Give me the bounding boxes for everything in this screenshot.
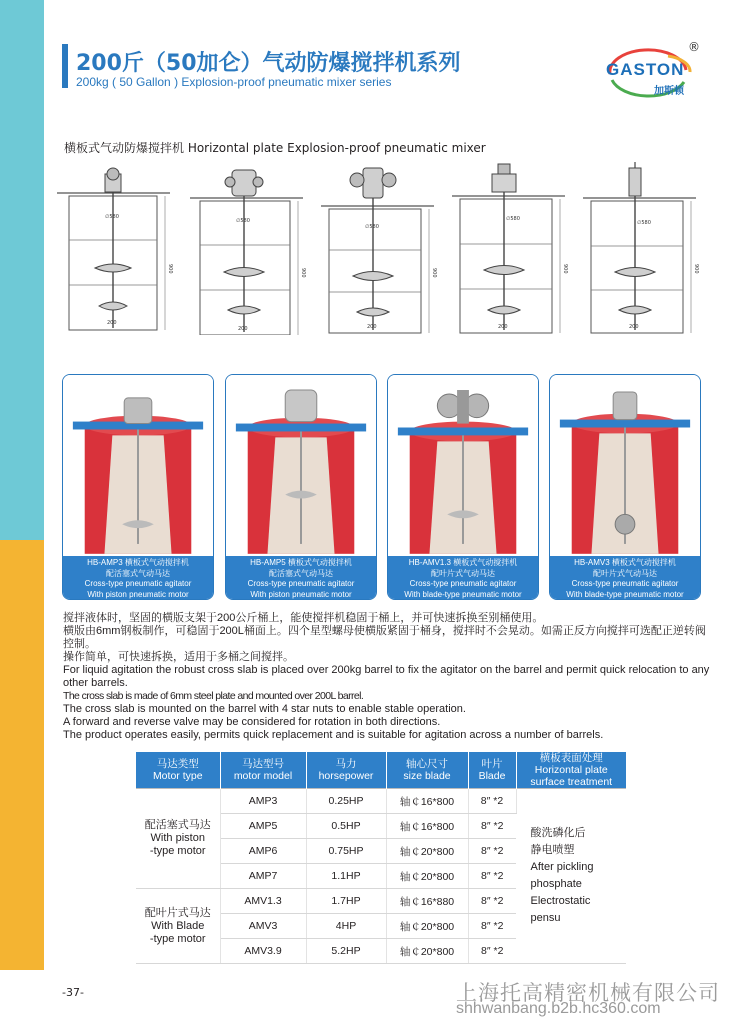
- drawing-amp5: [188, 160, 313, 335]
- cell-shaft: 轴￠20*800: [386, 914, 468, 939]
- cell-horsepower: 0.75HP: [306, 839, 386, 864]
- drawing-base-label: 200: [498, 324, 508, 330]
- drawing-diameter-label: ∅580: [637, 220, 651, 226]
- header-motor-model: 马达型号 motor model: [220, 752, 306, 789]
- header-motor-type: 马达类型 Motor type: [136, 752, 220, 789]
- cell-blade: 8″ *2: [468, 939, 516, 964]
- product-photo: [226, 375, 376, 555]
- drawing-height-label: 900: [300, 268, 306, 278]
- cell-horsepower: 1.1HP: [306, 864, 386, 889]
- cell-blade: 8″ *2: [468, 914, 516, 939]
- cell-shaft: 轴￠16*800: [386, 814, 468, 839]
- description-en-5: The product operates easily, permits quick replacement and is suitable for agitation across a number of barrels.: [63, 729, 604, 741]
- table-row: [136, 789, 626, 814]
- product-card-caption: HB-AMP5 横板式气动搅拌机 配活塞式气动马达 Cross-type pneumatic agitator With piston pneumatic motor: [226, 556, 376, 600]
- cell-shaft: 轴￠20*800: [386, 864, 468, 889]
- description-zh-1: 搅拌液体时，坚固的横版支架于200公斤桶上，能使搅拌机稳固于桶上，并可快速拆换至别桶使用。: [63, 612, 544, 624]
- cell-model: AMP5: [220, 814, 306, 839]
- title-accent-bar: [62, 44, 68, 88]
- product-photo-cards: [62, 374, 702, 604]
- section-heading: 横板式气动防爆搅拌机 Horizontal plate Explosion-proof pneumatic mixer: [64, 141, 486, 155]
- cell-horsepower: 5.2HP: [306, 939, 386, 964]
- cell-model: AMP6: [220, 839, 306, 864]
- product-card-amv3: [549, 374, 701, 600]
- description-en-1: For liquid agitation the robust cross slab is placed over 200kg barrel to fix the agitator on the barrel and permit quick relocation to any other barrels.: [63, 664, 710, 689]
- drawing-amv3-9: [581, 160, 705, 335]
- surface-treatment-cell: 酸洗磷化后 静电喷塑 After pickling phosphate Electrostatic pensu: [516, 789, 626, 964]
- cell-shaft: 轴￠20*800: [386, 939, 468, 964]
- product-photo: [388, 375, 538, 555]
- cell-model: AMV3.9: [220, 939, 306, 964]
- drawing-diameter-label: ∅580: [506, 216, 520, 222]
- drawing-diameter-label: ∅580: [105, 214, 119, 220]
- cell-model: AMV1.3: [220, 889, 306, 914]
- drawing-height-label: 900: [167, 264, 173, 274]
- cell-horsepower: 0.5HP: [306, 814, 386, 839]
- product-card-caption: HB-AMV3 横板式气动搅拌机 配叶片式气动马达 Cross-type pneumatic agitator With blade-type pneumatic motor: [550, 556, 700, 600]
- drawing-base-label: 200: [367, 324, 377, 330]
- description-zh-2: 横版由6mm钢板制作，可稳固于200L桶面上。四个星型螺母使横版紧固于桶身，搅拌时不会晃动。如需正反方向搅拌可选配正逆转阀控制。: [63, 625, 706, 650]
- cell-horsepower: 4HP: [306, 914, 386, 939]
- cell-blade: 8″ *2: [468, 789, 516, 814]
- drawing-diameter-label: ∅580: [236, 218, 250, 224]
- cell-shaft: 轴￠16*880: [386, 889, 468, 914]
- header-blade: 叶片 Blade: [468, 752, 516, 789]
- product-card-caption: HB-AMV1.3 横板式气动搅拌机 配叶片式气动马达 Cross-type pneumatic agitator With blade-type pneumatic motor: [388, 556, 538, 600]
- header-shaft-size: 轴心尺寸 size blade: [386, 752, 468, 789]
- page-subtitle: 200kg ( 50 Gallon ) Explosion-proof pneumatic mixer series: [76, 75, 392, 89]
- header-surface-treatment: 横板表面处理 Horizontal plate surface treatment: [516, 752, 626, 789]
- cell-shaft: 轴￠20*800: [386, 839, 468, 864]
- side-band-orange: [0, 540, 44, 970]
- drawing-base-label: 200: [107, 320, 117, 326]
- description-en-2: The cross slab is made of 6mm steel plate and mounted over 200L barrel.: [63, 690, 364, 702]
- cell-blade: 8″ *2: [468, 814, 516, 839]
- description-zh-3: 操作简单，可快速拆换，适用于多桶之间搅拌。: [63, 651, 294, 663]
- drawing-diameter-label: ∅580: [365, 224, 379, 230]
- drawing-amp3: [55, 160, 180, 335]
- watermark-url: shhwanbang.b2b.hc360.com: [456, 1000, 661, 1017]
- motor-type-piston: 配活塞式马达 With piston -type motor: [136, 789, 220, 889]
- cell-model: AMP7: [220, 864, 306, 889]
- product-photo: [63, 375, 213, 555]
- technical-drawings: [55, 160, 705, 335]
- product-card-amp3: [62, 374, 214, 600]
- drawing-height-label: 900: [693, 264, 699, 274]
- side-band-teal: [0, 0, 44, 540]
- cell-shaft: 轴￠16*800: [386, 789, 468, 814]
- drawing-amv3: [450, 160, 575, 335]
- drawing-height-label: 900: [562, 264, 568, 274]
- brand-logo: [598, 40, 706, 100]
- product-photo: [550, 375, 700, 555]
- registered-mark: ®: [688, 40, 700, 54]
- table-header-row: [136, 752, 626, 789]
- cell-horsepower: 1.7HP: [306, 889, 386, 914]
- product-card-amv1-3: [387, 374, 539, 600]
- description-en-3: The cross slab is mounted on the barrel with 4 star nuts to enable stable operation.: [63, 703, 466, 715]
- header-horsepower: 马力 horsepower: [306, 752, 386, 789]
- description-en-4: A forward and reverse valve may be considered for rotation in both directions.: [63, 716, 441, 728]
- logo-wordmark: GASTON: [606, 60, 685, 79]
- product-card-caption: HB-AMP3 横板式气动搅拌机 配活塞式气动马达 Cross-type pneumatic agitator With piston pneumatic motor: [63, 556, 213, 600]
- page-number: -37-: [62, 986, 84, 999]
- product-description: [63, 612, 713, 742]
- product-card-amp5: [225, 374, 377, 600]
- cell-blade: 8″ *2: [468, 839, 516, 864]
- drawing-height-label: 900: [431, 268, 437, 278]
- motor-type-blade: 配叶片式马达 With Blade -type motor: [136, 889, 220, 964]
- drawing-amv1-3: [319, 160, 444, 335]
- cell-model: AMV3: [220, 914, 306, 939]
- page-title: 200斤（50加仑）气动防爆搅拌机系列: [76, 51, 461, 76]
- cell-horsepower: 0.25HP: [306, 789, 386, 814]
- logo-chinese-name: 加斯顿: [654, 86, 684, 97]
- cell-model: AMP3: [220, 789, 306, 814]
- drawing-base-label: 200: [629, 324, 639, 330]
- cell-blade: 8″ *2: [468, 889, 516, 914]
- spec-table: [136, 752, 626, 964]
- drawing-base-label: 200: [238, 326, 248, 332]
- cell-blade: 8″ *2: [468, 864, 516, 889]
- watermark-company: 上海托高精密机械有限公司: [456, 981, 720, 1005]
